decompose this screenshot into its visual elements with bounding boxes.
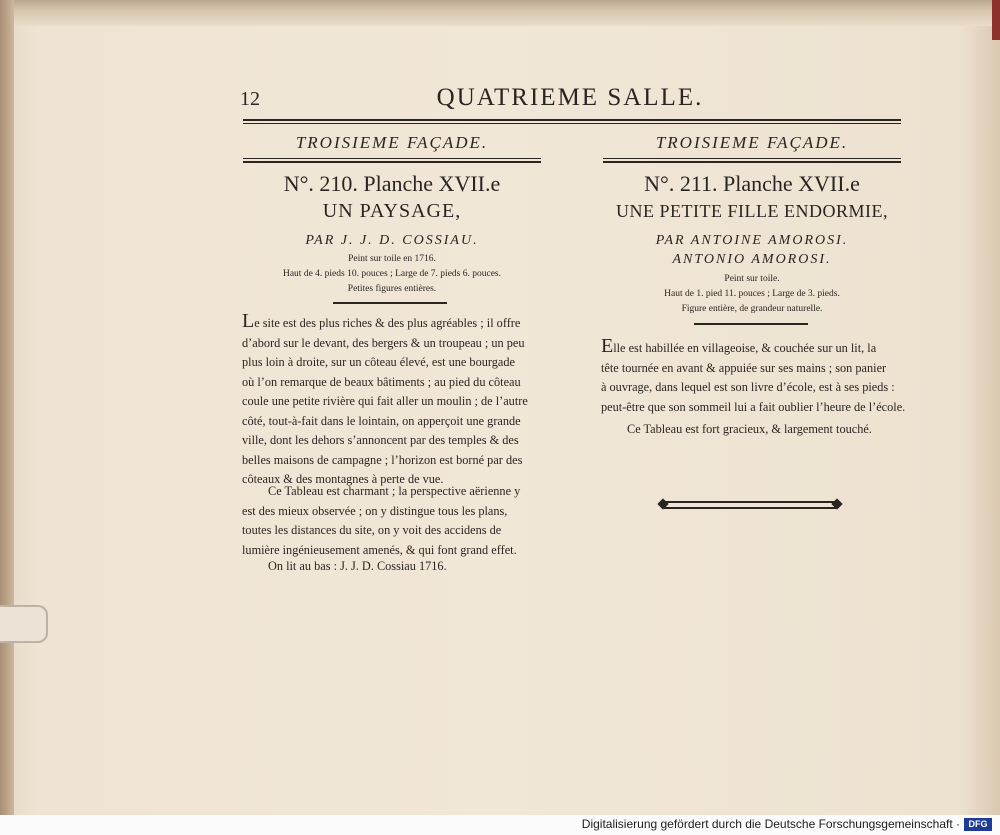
left-facade-rule-2 [243, 161, 541, 163]
left-para2-line: Ce Tableau est charmant ; la perspective aërienne y [268, 484, 521, 498]
right-painting-title: UNE PETITE FILLE ENDORMIE, [616, 201, 888, 221]
right-plate-number: N°. 211. Planche XVII.e [644, 171, 860, 196]
right-para1-line: tête tournée en avant & appuiée sur ses mains ; son panier [601, 360, 887, 375]
right-facade-heading: TROISIEME FAÇADE. [655, 133, 849, 152]
left-artist: PAR J. J. D. COSSIAU. [305, 233, 479, 248]
page-spine [0, 0, 14, 815]
right-para1-line: lle est habillée en villageoise, & couchée sur un lit, la [613, 341, 877, 355]
tailpiece-ornament [664, 501, 836, 509]
left-inscription [242, 557, 447, 577]
left-para1-line: ville, dont les dehors s’annoncent par des temples & des [242, 433, 519, 447]
right-facade-rule-2 [603, 161, 901, 163]
left-para2-line: toutes les distances du site, on y voit des accidens de [242, 523, 502, 537]
page-tab [0, 605, 48, 643]
right-divider [694, 323, 808, 325]
right-detail-3: Figure entière, de grandeur naturelle. [681, 304, 823, 314]
bookmark-ribbon [992, 0, 1000, 40]
right-detail-2: Haut de 1. pied 11. pouces ; Large de 3. pieds. [664, 289, 840, 299]
left-para1-line: d’abord sur le devant, des bergers & un troupeau ; un peu [242, 335, 525, 350]
right-dropcap: E [601, 335, 614, 357]
right-detail-1: Peint sur toile. [724, 274, 780, 284]
left-para2-line: lumière ingénieusement amenés, & qui font grand effet. [242, 542, 517, 557]
left-facade-heading: TROISIEME FAÇADE. [295, 133, 489, 152]
left-divider [333, 302, 447, 304]
left-dropcap: L [242, 310, 255, 332]
left-para1-line: côteaux & des montagnes à perte de vue. [242, 472, 444, 486]
right-para2: Ce Tableau est fort gracieux, & largement touché. [627, 422, 872, 436]
credit-text: Digitalisierung gefördert durch die Deutsche Forschungsgemeinschaft · [581, 817, 960, 831]
right-artist: PAR ANTOINE AMOROSI. [655, 233, 849, 248]
left-para2-line: est des mieux observée ; on y distingue tous les plans, [242, 503, 508, 518]
left-detail-2: Haut de 4. pieds 10. pouces ; Large de 7. pieds 6. pouces. [282, 269, 501, 279]
left-para1-line: plus loin à droite, sur un côteau élevé, est une bourgade [242, 355, 515, 369]
right-artist-italian: ANTONIO AMOROSI. [672, 252, 832, 267]
credit-bar [0, 815, 1000, 835]
title-rule-thin [243, 123, 901, 124]
left-para1-line: belles maisons de campagne ; l’horizon est borné par des [242, 452, 523, 467]
page-number: 12 [240, 88, 260, 110]
left-facade-rule [243, 158, 541, 159]
left-comment [242, 482, 520, 560]
left-para1-line: e site est des plus riches & des plus agréables ; il offre [254, 316, 521, 330]
left-description [242, 310, 528, 490]
left-detail-1: Peint sur toile en 1716. [348, 254, 436, 264]
page-top-shadow [0, 0, 1000, 26]
left-para1-line: côté, tout-à-fait dans le lointain, on apperçoit une grande [242, 413, 521, 428]
right-para1-line: peut-être que son sommeil lui a fait oublier l’heure de l’école. [601, 399, 906, 414]
left-para1-line: où l’on remarque de beaux bâtiments ; au pied du côteau [242, 374, 521, 389]
right-description [601, 335, 906, 417]
title-rule-thick [243, 119, 901, 121]
ornament-right-diamond [831, 498, 842, 509]
right-comment [601, 420, 872, 440]
left-painting-title: UN PAYSAGE, [322, 200, 462, 222]
left-plate-number: N°. 210. Planche XVII.e [283, 171, 501, 196]
left-para1-line: coule une petite rivière qui fait aller un moulin ; de l’autre [242, 394, 528, 408]
dfg-logo: DFG [964, 818, 992, 831]
right-para1-line: à ouvrage, dans lequel est son livre d’école, est à ses pieds : [601, 380, 895, 394]
right-facade-rule [603, 158, 901, 159]
left-detail-3: Petites figures entières. [347, 284, 437, 294]
page-title: QUATRIEME SALLE. [436, 84, 704, 111]
left-para3: On lit au bas : J. J. D. Cossiau 1716. [268, 559, 447, 573]
ornament-left-diamond [657, 498, 668, 509]
